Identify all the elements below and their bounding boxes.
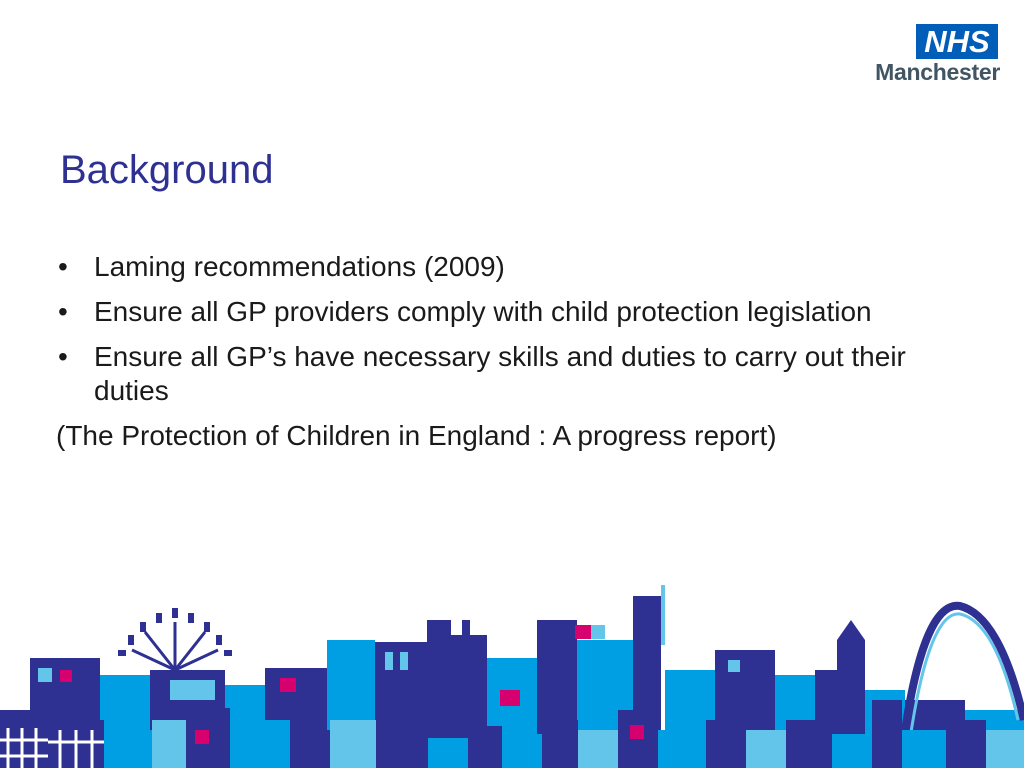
bullet-text: Ensure all GP’s have necessary skills and duties to carry out their duties [94,341,906,406]
slide-title: Background [60,148,274,192]
nhs-logo-box [916,24,998,59]
bullet-text: Laming recommendations (2009) [94,251,505,282]
nhs-logo-text: NHS [924,24,990,59]
bullet-icon: • [58,251,68,282]
bullet-item [56,340,976,408]
bullet-list [56,250,976,408]
bullet-icon: • [58,296,68,327]
bullet-item [56,250,976,284]
bullet-item [56,295,976,329]
nhs-manchester-logo [850,24,1000,88]
citation-text: (The Protection of Children in England : A progress report) [56,420,777,451]
manchester-logo-text: Manchester [875,59,1000,85]
city-skyline-decoration [0,580,1024,768]
bullet-icon: • [58,341,68,372]
bullet-text: Ensure all GP providers comply with child protection legislation [94,296,872,327]
ferris-wheel [118,608,232,670]
slide-content [56,250,976,453]
